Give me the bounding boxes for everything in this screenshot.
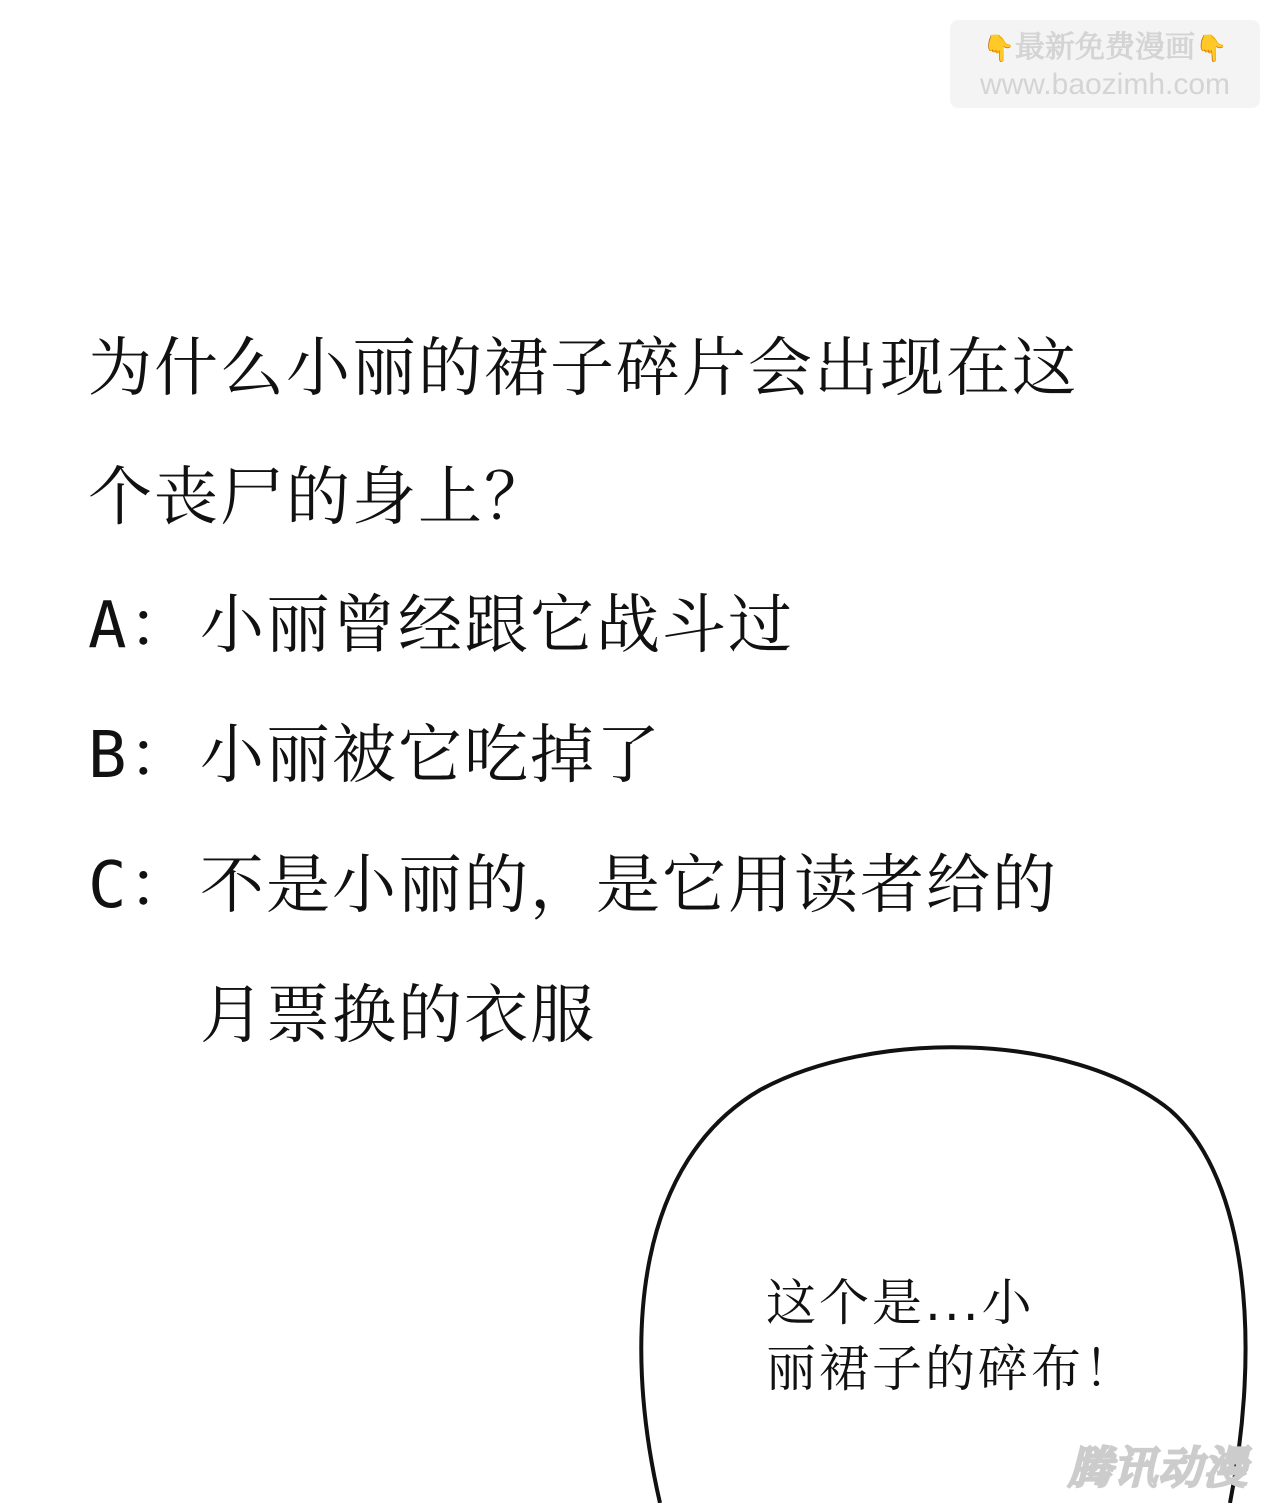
option-a-letter: A：	[88, 589, 195, 663]
watermark-url: www.baozimh.com	[979, 68, 1231, 101]
option-c-text: 不是小丽的，是它用读者给的	[200, 849, 1058, 923]
question-line-1: 为什么小丽的裙子碎片会出现在这	[88, 332, 1078, 406]
question-line-2: 个丧尸的身上？	[88, 461, 550, 535]
option-b-letter: B：	[88, 719, 195, 793]
option-c-text-line-2: 月票换的衣服	[200, 979, 596, 1053]
speech-bubble-line-2: 丽裙子的碎布！	[766, 1340, 1137, 1398]
option-b-text: 小丽被它吃掉了	[200, 719, 662, 793]
option-a-text: 小丽曾经跟它战斗过	[200, 589, 794, 663]
pointing-down-hand-icon: 👇	[982, 34, 1015, 64]
watermark-title: 最新免费漫画	[1015, 30, 1195, 65]
speech-bubble-line-1: 这个是...小	[766, 1274, 1035, 1332]
tencent-comic-watermark: 腾讯动漫	[1068, 1443, 1248, 1494]
speech-bubble-text	[766, 1270, 1137, 1402]
option-c-letter: C：	[88, 849, 195, 923]
pointing-down-hand-icon: 👇	[1195, 34, 1228, 64]
